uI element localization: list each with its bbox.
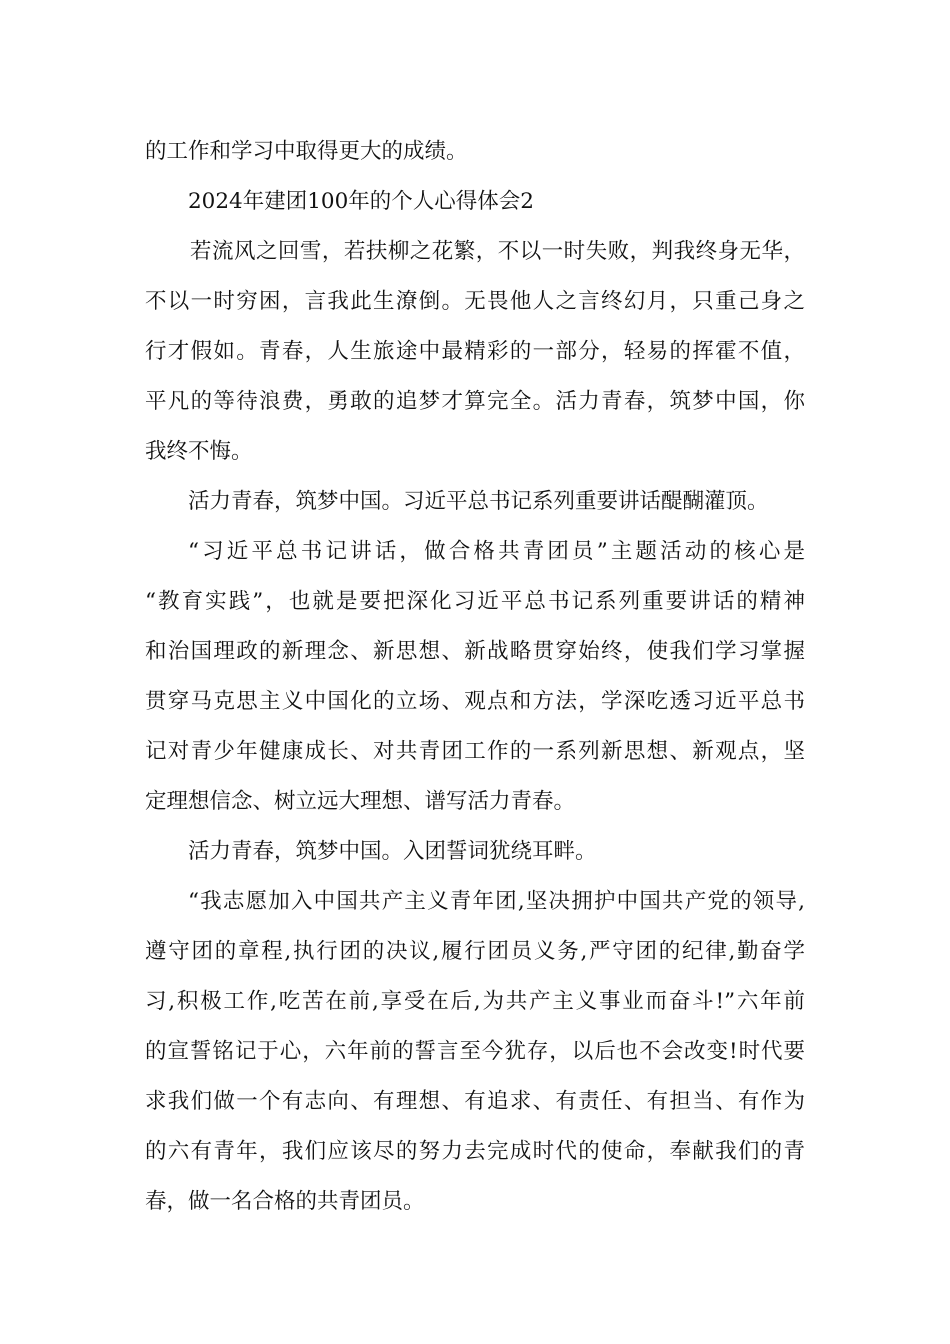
text-line: “习近平总书记讲话，做合格共青团员”主题活动的核心是 [188, 539, 805, 564]
text-line: 记对青少年健康成长、对共青团工作的一系列新思想、新观点，坚 [145, 739, 805, 764]
text-line: 活力青春，筑梦中国。习近平总书记系列重要讲话醍醐灌顶。 [188, 489, 769, 514]
text-line: 的六有青年，我们应该尽的努力去完成时代的使命，奉献我们的青 [145, 1139, 805, 1164]
text-line: “我志愿加入中国共产主义青年团,坚决拥护中国共产党的领导, [188, 889, 805, 914]
text-line: 求我们做一个有志向、有理想、有追求、有责任、有担当、有作为 [145, 1089, 805, 1114]
text-line: 和治国理政的新理念、新思想、新战略贯穿始终，使我们学习掌握 [145, 639, 805, 664]
text-line: 活力青春，筑梦中国。入团誓词犹绕耳畔。 [188, 839, 597, 864]
text-line: 定理想信念、树立远大理想、谱写活力青春。 [145, 789, 576, 814]
text-line: 平凡的等待浪费，勇敢的追梦才算完全。活力青春，筑梦中国，你 [145, 389, 805, 414]
text-line: “教育实践”，也就是要把深化习近平总书记系列重要讲话的精神 [145, 589, 805, 614]
text-line: 我终不悔。 [145, 439, 253, 464]
text-line: 遵守团的章程,执行团的决议,履行团员义务,严守团的纪律,勤奋学 [145, 939, 805, 964]
text-line: 若流风之回雪，若扶柳之花繁，不以一时失败，判我终身无华， [190, 239, 805, 264]
text-line: 春，做一名合格的共青团员。 [145, 1189, 425, 1214]
text-line: 习,积极工作,吃苦在前,享受在后,为共产主义事业而奋斗!”六年前 [145, 989, 805, 1014]
text-line: 不以一时穷困，言我此生潦倒。无畏他人之言终幻月，只重己身之 [145, 289, 805, 314]
text-line: 行才假如。青春，人生旅途中最精彩的一部分，轻易的挥霍不值， [145, 339, 805, 364]
text-line: 的工作和学习中取得更大的成绩。 [145, 139, 468, 164]
section-heading: 2024年建团100年的个人心得体会2 [188, 189, 534, 214]
text-line: 的宣誓铭记于心，六年前的誓言至今犹存，以后也不会改变!时代要 [145, 1039, 805, 1064]
text-line: 贯穿马克思主义中国化的立场、观点和方法，学深吃透习近平总书 [145, 689, 805, 714]
